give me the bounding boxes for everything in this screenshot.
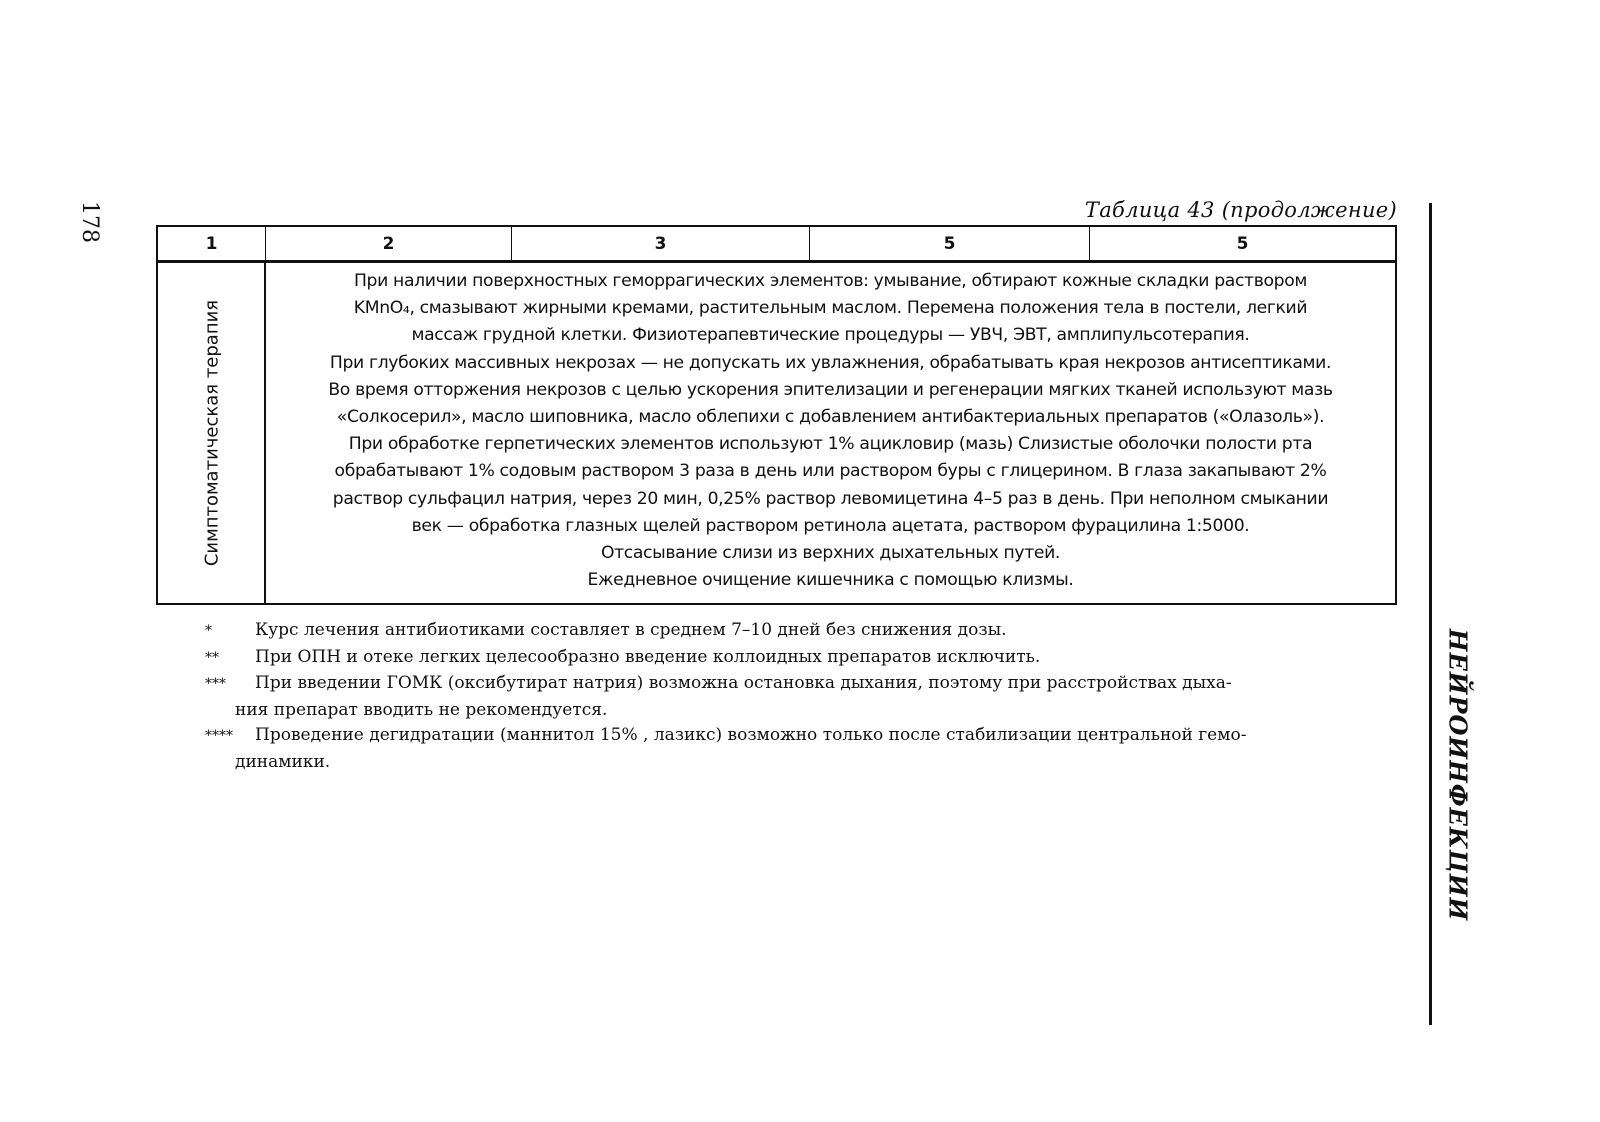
header-cell-4: 5 — [810, 227, 1090, 260]
content-line: «Солкосерил», масло шиповника, масло облепихи с добавлением антибактериальных препаратов («Олазоль»). — [336, 407, 1325, 428]
footnote-mark: *** — [205, 676, 226, 692]
header-cell-5: 5 — [1236, 233, 1249, 254]
footnotes — [205, 618, 1375, 775]
content-line: раствор сульфацил натрия, через 20 мин, 0,25% раствор левомицетина 4–5 раз в день. При неполном смыкании — [332, 488, 1329, 509]
footnote — [205, 618, 1375, 645]
footnote-text: динамики. — [235, 751, 331, 772]
content-line: век — обработка глазных щелей раствором ретинола ацетата, раствором фурацилина 1:5000. — [411, 515, 1250, 536]
footnote-mark: ** — [205, 649, 219, 666]
content-line: Отсасывание слизи из верхних дыхательных путей. — [600, 543, 1061, 564]
content-line: При обработке герпетических элементов используют 1% ацикловир (мазь) Слизистые оболочки полости рта — [348, 434, 1313, 455]
footnote-mark: * — [205, 623, 212, 639]
row-label: Симптоматическая терапия — [201, 299, 223, 567]
row-label-cell — [158, 263, 266, 603]
header-cell-3: 3 — [512, 227, 810, 260]
footnote-text: При ОПН и отеке легких целесообразно введение коллоидных препаратов исключить. — [255, 646, 1041, 667]
content-line: При наличии поверхностных геморрагических элементов: умывание, обтирают кожные складки раствором — [353, 271, 1307, 291]
content-line: При глубоких массивных некрозах — не допускать их увлажнения, обрабатывать края некрозов антисептиками. — [329, 352, 1332, 373]
content-line: Во время отторжения некрозов с целью ускорения эпителизации и регенерации мягких тканей используют мазь — [328, 379, 1333, 400]
footnote-text: При введении ГОМК (оксибутират натрия) возможна остановка дыхания, поэтому при расстройствах дыха- — [255, 673, 1232, 693]
page-number: 178 — [77, 201, 103, 243]
content-line: массаж грудной клетки. Физиотерапевтические процедуры — УВЧ, ЭВТ, амплипульсотерапия. — [411, 325, 1250, 346]
footnote-text: Курс лечения антибиотиками составляет в среднем 7–10 дней без снижения дозы. — [255, 620, 1007, 640]
treatment-table — [156, 225, 1397, 605]
content-line: обрабатывают 1% содовым раствором 3 раза в день или раствором буры с глицерином. В глаза закапывают 2% — [334, 461, 1327, 482]
header-cell-1: 1 — [158, 227, 266, 260]
chapter-rule — [1429, 203, 1432, 1025]
footnote-text: Проведение дегидратации (маннитол 15% , лазикс) возможно только после стабилизации центральной гемо- — [255, 725, 1247, 745]
content-line: KMnO₄, смазывают жирными кремами, растительным маслом. Перемена положения тела в постели, легкий — [353, 298, 1308, 319]
footnote — [205, 723, 1375, 775]
table-header-row — [158, 227, 1395, 263]
chapter-title-text: НЕЙРОИНФЕКЦИИ — [1443, 628, 1473, 922]
header-cell-2: 2 — [266, 227, 512, 260]
footnote-mark: **** — [205, 728, 233, 744]
table-body-row — [158, 263, 1395, 603]
content-line: Ежедневное очищение кишечника с помощью клизмы. — [587, 570, 1074, 591]
treatment-content — [266, 263, 1395, 603]
footnote — [205, 671, 1375, 723]
footnote-text: ния препарат вводить не рекомендуется. — [235, 699, 608, 720]
table-caption: Таблица 43 (продолжение) — [1084, 198, 1397, 222]
footnote — [205, 645, 1375, 672]
